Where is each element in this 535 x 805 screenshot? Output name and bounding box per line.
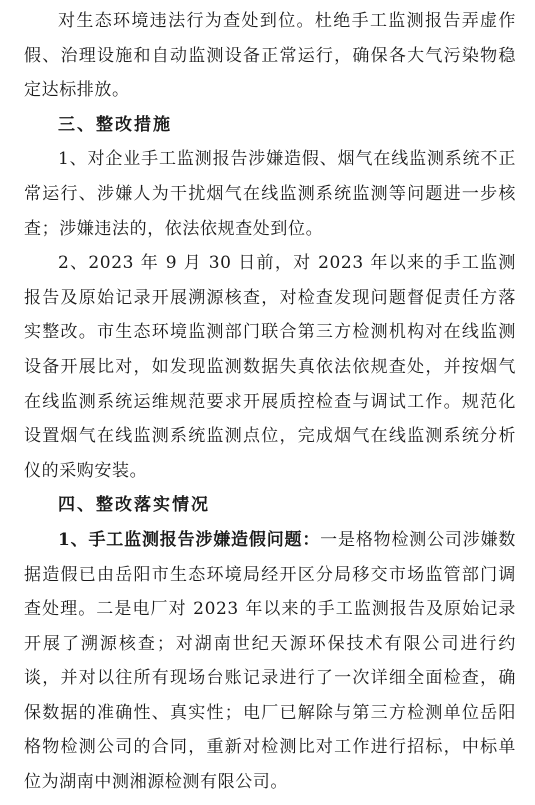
document-page <box>24 4 516 800</box>
paragraph-lead-text: 1、手工监测报告涉嫌造假问题： <box>58 529 321 550</box>
section-heading-rectification-measures: 三、整改措施 <box>58 114 172 135</box>
paragraph-measure-2: 2、2023 年 9 月 30 日前，对 2023 年以来的手工监测报告及原始记录开展溯源核查，对检查发现问题督促责任方落实整改。市生态环境监测部门联合第三方检测机构对在线监测设备开展比对，如发现监测数据失真依法依规查处，并按烟气在线监测系统运维规范要求开展质控检查与调试工作。规范化设置烟气在线监测系统监测点位，完成烟气在线监测系统分析仪的采购安装。 <box>24 253 516 481</box>
paragraph-body-text: 一是格物检测公司涉嫌数据造假已由岳阳市生态环境局经开区分局移交市场监管部门调查处理。二是电厂对 2023 年以来的手工监测报告及原始记录开展了溯源核查；对湖南世纪天源环保技术有限公司进行约谈，并对以往所有现场台账记录进行了一次详细全面检查，确保数据的准确性、真实性；电厂已解除与第三方检测单位岳阳格物检测公司的合同，重新对检测比对工作进行招标，中标单位为湖南中测湘源检测有限公司。 <box>24 529 516 793</box>
section-heading-implementation-status: 四、整改落实情况 <box>58 495 210 516</box>
paragraph-status-1 <box>24 523 516 800</box>
paragraph-intro: 对生态环境违法行为查处到位。杜绝手工监测报告弄虚作假、治理设施和自动监测设备正常运行，确保各大气污染物稳定达标排放。 <box>24 11 516 101</box>
paragraph-measure-1: 1、对企业手工监测报告涉嫌造假、烟气在线监测系统不正常运行、涉嫌人为干扰烟气在线监测系统监测等问题进一步核查；涉嫌违法的，依法依规查处到位。 <box>24 149 516 239</box>
